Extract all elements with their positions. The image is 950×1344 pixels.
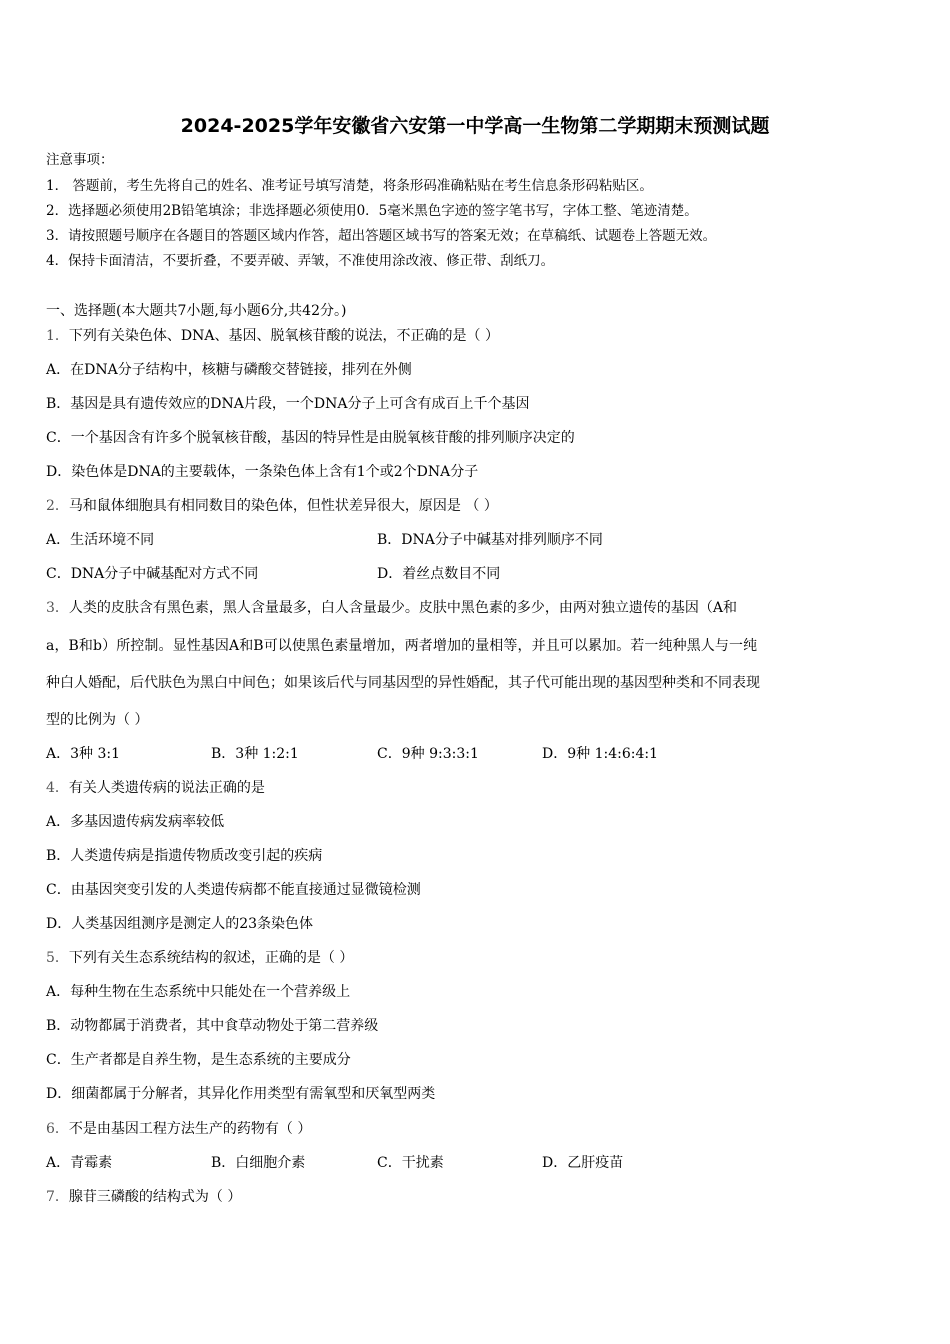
question-number: 4． [46,780,69,796]
question-4-stem [46,778,265,798]
question-3-option-c: C．9种 9:3:3:1 [377,746,479,762]
question-3-stem-line-3: 种白人婚配，后代肤色为黑白中间色；如果该后代与同基因型的异性婚配，其子代可能出现的基因型种类和不同表现 [46,675,760,691]
question-number: 7． [46,1189,69,1205]
question-5-option-c: C．生产者都是自养生物，是生态系统的主要成分 [46,1052,351,1068]
question-number: 1． [46,328,69,344]
notice-item-3: 3．请按照题号顺序在各题目的答题区域内作答，超出答题区域书写的答案无效；在草稿纸、试题卷上答题无效。 [46,228,717,244]
question-1-option-c: C．一个基因含有许多个脱氧核苷酸，基因的特异性是由脱氧核苷酸的排列顺序决定的 [46,430,575,446]
question-1-option-d: D．染色体是DNA的主要载体，一条染色体上含有1个或2个DNA分子 [46,464,479,480]
question-2-option-c: C．DNA分子中碱基配对方式不同 [46,566,259,582]
question-number: 3． [46,600,69,616]
question-6-option-b: B．白细胞介素 [211,1155,306,1171]
question-6-option-a: A．青霉素 [46,1155,113,1171]
page-title: 2024-2025学年安徽省六安第一中学高一生物第二学期期末预测试题 [180,115,770,137]
question-text: 有关人类遗传病的说法正确的是 [68,780,265,796]
question-3-stem-line-4: 型的比例为（ ） [46,712,149,728]
question-number: 2． [46,498,69,514]
section-heading: 一、选择题(本大题共7小题,每小题6分,共42分。) [46,303,347,319]
question-2-option-a: A．生活环境不同 [46,532,155,548]
question-4-option-d: D．人类基因组测序是测定人的23条染色体 [46,916,314,932]
question-6-option-d: D．乙肝疫苗 [542,1155,624,1171]
question-3-stem-line-2: a，B和b）所控制。显性基因A和B可以使黑色素量增加，两者增加的量相等，并且可以累加。若一纯种黑人与一纯 [46,638,758,654]
question-1-option-b: B．基因是具有遗传效应的DNA片段，一个DNA分子上可含有成百上千个基因 [46,396,530,412]
question-2-option-b: B．DNA分子中碱基对排列顺序不同 [377,532,603,548]
question-text: 不是由基因工程方法生产的药物有（ ） [68,1121,312,1137]
notice-item-4: 4．保持卡面清洁，不要折叠，不要弄破、弄皱，不准使用涂改液、修正带、刮纸刀。 [46,253,555,269]
question-4-option-c: C．由基因突变引发的人类遗传病都不能直接通过显微镜检测 [46,882,421,898]
question-6-stem [46,1119,311,1139]
question-5-option-a: A．每种生物在生态系统中只能处在一个营养级上 [46,984,351,1000]
question-number: 5． [46,950,69,966]
question-text: 马和鼠体细胞具有相同数目的染色体，但性状差异很大，原因是 （ ） [68,498,498,514]
notice-item-1: 1． 答题前，考生先将自己的姓名、准考证号填写清楚，将条形码准确粘贴在考生信息条形码粘贴区。 [46,178,653,194]
question-1-option-a: A．在DNA分子结构中，核糖与磷酸交替链接，排列在外侧 [46,362,412,378]
question-7-stem [46,1187,241,1207]
question-text: 人类的皮肤含有黑色素，黑人含量最多，白人含量最少。皮肤中黑色素的多少，由两对独立遗传的基因（A和 [68,600,738,616]
question-text: 下列有关染色体、DNA、基因、脱氧核苷酸的说法，不正确的是（ ） [68,328,499,344]
question-3-option-b: B．3种 1:2:1 [211,746,299,762]
question-1-stem [46,326,499,346]
question-4-option-b: B．人类遗传病是指遗传物质改变引起的疾病 [46,848,323,864]
question-5-option-b: B．动物都属于消费者，其中食草动物处于第二营养级 [46,1018,379,1034]
question-5-option-d: D．细菌都属于分解者，其异化作用类型有需氧型和厌氧型两类 [46,1086,436,1102]
question-2-stem [46,496,498,516]
question-6-option-c: C．干扰素 [377,1155,444,1171]
question-3-option-a: A．3种 3:1 [46,746,120,762]
question-3-stem-line-1 [46,598,737,618]
question-4-option-a: A．多基因遗传病发病率较低 [46,814,225,830]
question-text: 腺苷三磷酸的结构式为（ ） [68,1189,242,1205]
notice-item-2: 2．选择题必须使用2B铅笔填涂；非选择题必须使用0．5毫米黑色字迹的签字笔书写，字体工整、笔迹清楚。 [46,203,698,219]
question-3-option-d: D．9种 1:4:6:4:1 [542,746,658,762]
question-number: 6． [46,1121,69,1137]
notice-header: 注意事项： [46,152,114,168]
question-5-stem [46,948,353,968]
question-text: 下列有关生态系统结构的叙述，正确的是（ ） [68,950,354,966]
question-2-option-d: D．着丝点数目不同 [377,566,501,582]
